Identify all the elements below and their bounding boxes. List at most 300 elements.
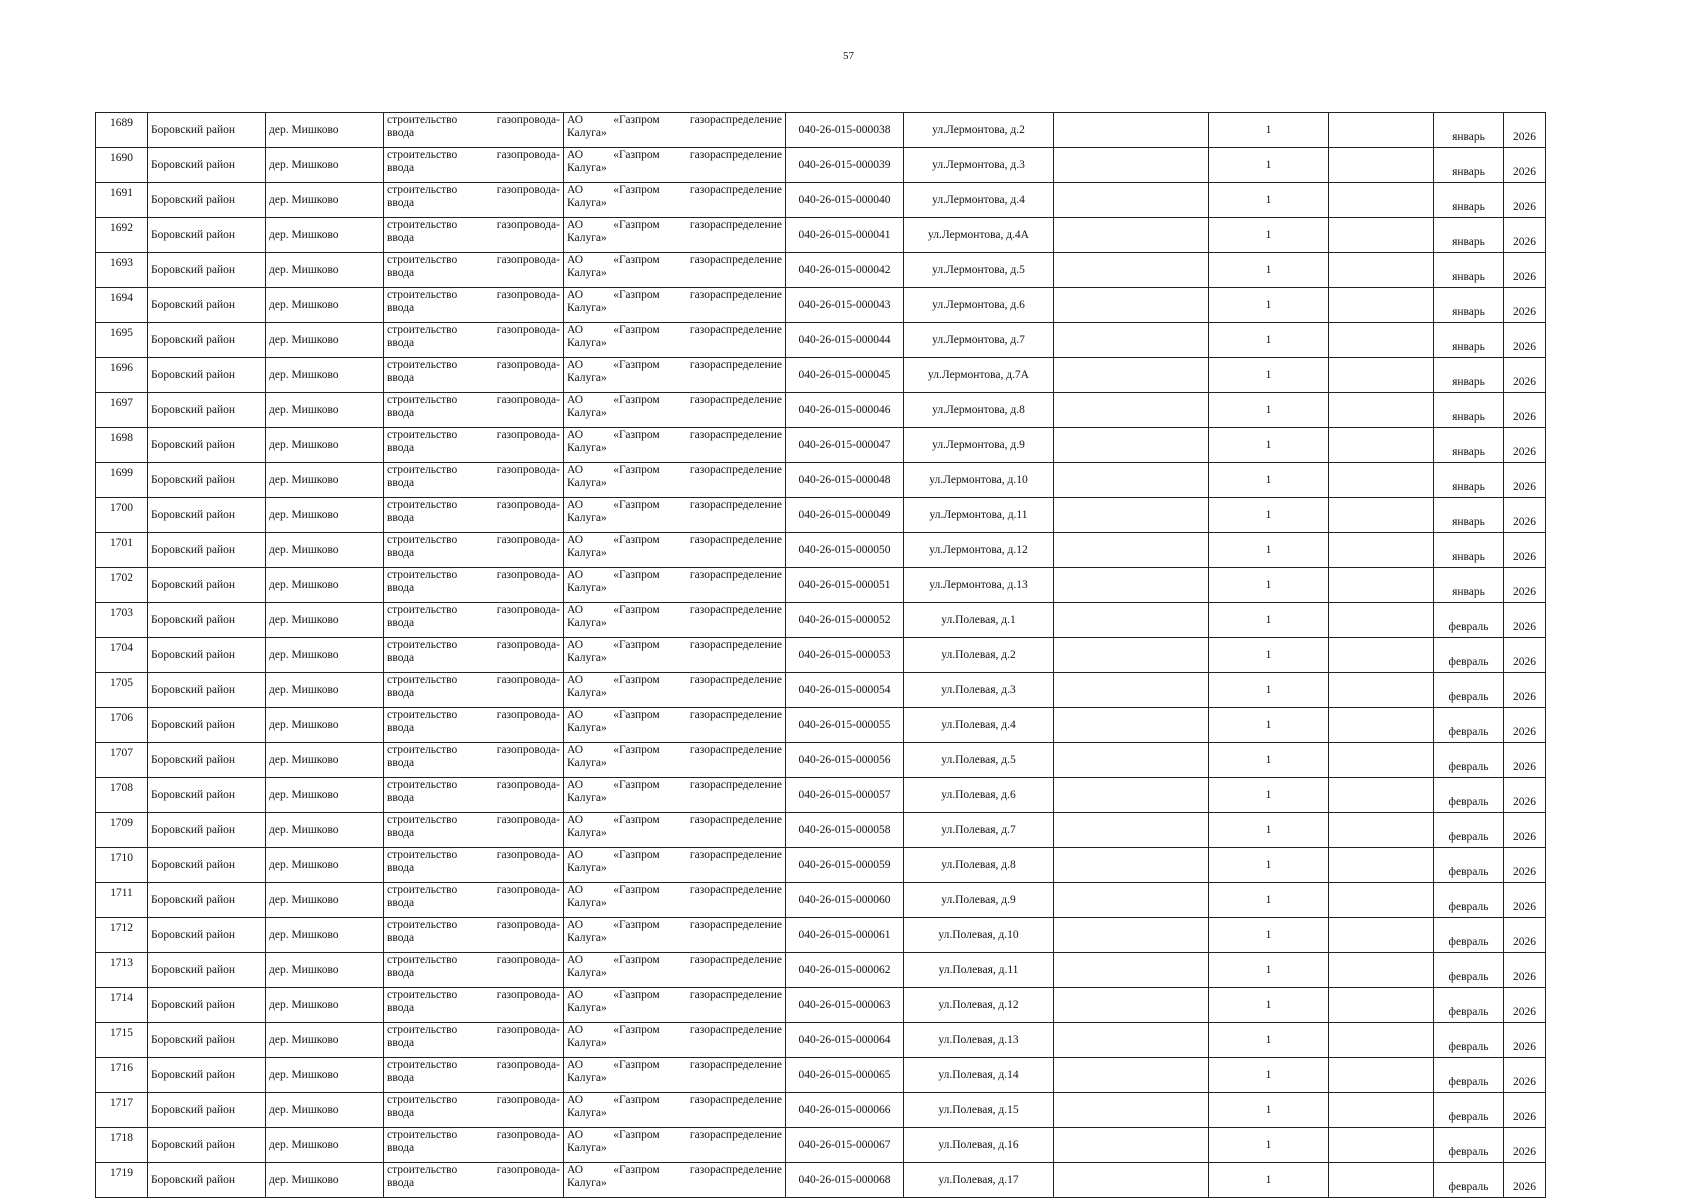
organization-cell <box>564 953 786 988</box>
organization-cell <box>564 1023 786 1058</box>
work-type-line-1 <box>387 499 560 512</box>
address-cell: ул.Полевая, д.7 <box>904 813 1054 848</box>
object-code-cell: 040-26-015-000056 <box>786 743 904 778</box>
work-type-line-1 <box>387 884 560 897</box>
organization-word: Калуга» <box>567 1177 607 1189</box>
work-type-cell <box>384 708 564 743</box>
organization-cell <box>564 848 786 883</box>
address-cell: ул.Лермонтова, д.10 <box>904 463 1054 498</box>
organization-word: «Газпром <box>613 1094 660 1106</box>
row-number-cell: 1697 <box>96 393 148 428</box>
work-type-word: строительство <box>387 1129 458 1141</box>
work-type-word: газопровода- <box>496 989 560 1001</box>
count-cell: 1 <box>1209 218 1329 253</box>
organization-word: газораспределение <box>689 114 782 126</box>
organization-word: Калуга» <box>567 512 607 524</box>
organization-word: газораспределение <box>689 744 782 756</box>
address-cell: ул.Полевая, д.1 <box>904 603 1054 638</box>
organization-word: АО <box>567 149 584 161</box>
organization-word: Калуга» <box>567 932 607 944</box>
row-number-cell: 1714 <box>96 988 148 1023</box>
work-type-line-1 <box>387 464 560 477</box>
work-type-line-1 <box>387 359 560 372</box>
work-type-word: строительство <box>387 149 458 161</box>
empty-cell <box>1329 113 1434 148</box>
work-type-word: строительство <box>387 1164 458 1176</box>
organization-cell <box>564 498 786 533</box>
count-cell: 1 <box>1209 953 1329 988</box>
year-cell: 2026 <box>1504 1058 1546 1093</box>
row-number-cell: 1691 <box>96 183 148 218</box>
table-row <box>96 323 1546 358</box>
organization-line-1 <box>567 779 782 792</box>
month-cell: февраль <box>1434 848 1504 883</box>
work-type-word: газопровода- <box>496 814 560 826</box>
organization-word: «Газпром <box>613 464 660 476</box>
work-type-word: ввода <box>387 127 415 139</box>
work-type-word: ввода <box>387 1107 415 1119</box>
work-type-cell <box>384 778 564 813</box>
table-row <box>96 638 1546 673</box>
empty-cell <box>1054 253 1209 288</box>
organization-word: газораспределение <box>689 359 782 371</box>
organization-word: АО <box>567 744 584 756</box>
organization-word: «Газпром <box>613 149 660 161</box>
work-type-word: строительство <box>387 359 458 371</box>
organization-word: газораспределение <box>689 954 782 966</box>
empty-cell <box>1054 463 1209 498</box>
object-code-cell: 040-26-015-000051 <box>786 568 904 603</box>
organization-word: «Газпром <box>613 1024 660 1036</box>
object-code-cell: 040-26-015-000059 <box>786 848 904 883</box>
year-cell: 2026 <box>1504 1023 1546 1058</box>
row-number-cell: 1695 <box>96 323 148 358</box>
work-type-word: ввода <box>387 687 415 699</box>
work-type-cell <box>384 953 564 988</box>
month-cell: январь <box>1434 428 1504 463</box>
count-cell: 1 <box>1209 323 1329 358</box>
organization-line-1 <box>567 884 782 897</box>
district-cell: Боровский район <box>148 918 266 953</box>
organization-word: газораспределение <box>689 289 782 301</box>
work-type-word: строительство <box>387 884 458 896</box>
empty-cell <box>1329 883 1434 918</box>
organization-line-1 <box>567 149 782 162</box>
empty-cell <box>1054 113 1209 148</box>
work-type-word: ввода <box>387 722 415 734</box>
work-type-word: строительство <box>387 779 458 791</box>
work-type-word: газопровода- <box>496 499 560 511</box>
month-cell: февраль <box>1434 883 1504 918</box>
address-cell: ул.Полевая, д.5 <box>904 743 1054 778</box>
count-cell: 1 <box>1209 708 1329 743</box>
object-code-cell: 040-26-015-000052 <box>786 603 904 638</box>
row-number-cell: 1712 <box>96 918 148 953</box>
organization-line-1 <box>567 254 782 267</box>
month-cell: январь <box>1434 148 1504 183</box>
work-type-cell <box>384 1058 564 1093</box>
table-row <box>96 883 1546 918</box>
district-cell: Боровский район <box>148 883 266 918</box>
organization-word: АО <box>567 394 584 406</box>
work-type-cell <box>384 1023 564 1058</box>
organization-line-1 <box>567 324 782 337</box>
work-type-word: строительство <box>387 1059 458 1071</box>
count-cell: 1 <box>1209 1093 1329 1128</box>
organization-word: АО <box>567 1129 584 1141</box>
work-type-word: газопровода- <box>496 709 560 721</box>
table-row <box>96 428 1546 463</box>
work-type-line-1 <box>387 324 560 337</box>
empty-cell <box>1054 533 1209 568</box>
organization-cell <box>564 708 786 743</box>
object-code-cell: 040-26-015-000067 <box>786 1128 904 1163</box>
empty-cell <box>1329 428 1434 463</box>
count-cell: 1 <box>1209 1128 1329 1163</box>
organization-word: Калуга» <box>567 652 607 664</box>
month-cell: февраль <box>1434 988 1504 1023</box>
district-cell: Боровский район <box>148 953 266 988</box>
object-code-cell: 040-26-015-000053 <box>786 638 904 673</box>
work-type-word: газопровода- <box>496 604 560 616</box>
work-type-word: строительство <box>387 849 458 861</box>
work-type-cell <box>384 1093 564 1128</box>
address-cell: ул.Лермонтова, д.8 <box>904 393 1054 428</box>
empty-cell <box>1329 638 1434 673</box>
organization-word: газораспределение <box>689 219 782 231</box>
count-cell: 1 <box>1209 1023 1329 1058</box>
organization-word: АО <box>567 604 584 616</box>
organization-word: газораспределение <box>689 429 782 441</box>
object-code-cell: 040-26-015-000068 <box>786 1163 904 1198</box>
gasification-schedule-table <box>95 112 1546 1198</box>
month-cell: январь <box>1434 358 1504 393</box>
address-cell: ул.Лермонтова, д.4А <box>904 218 1054 253</box>
village-cell: дер. Мишково <box>266 883 384 918</box>
object-code-cell: 040-26-015-000046 <box>786 393 904 428</box>
empty-cell <box>1054 813 1209 848</box>
work-type-word: газопровода- <box>496 219 560 231</box>
empty-cell <box>1329 358 1434 393</box>
empty-cell <box>1054 218 1209 253</box>
object-code-cell: 040-26-015-000055 <box>786 708 904 743</box>
empty-cell <box>1329 953 1434 988</box>
work-type-word: газопровода- <box>496 289 560 301</box>
work-type-word: ввода <box>387 442 415 454</box>
month-cell: январь <box>1434 288 1504 323</box>
address-cell: ул.Полевая, д.6 <box>904 778 1054 813</box>
address-cell: ул.Лермонтова, д.2 <box>904 113 1054 148</box>
empty-cell <box>1054 568 1209 603</box>
month-cell: февраль <box>1434 1093 1504 1128</box>
work-type-word: ввода <box>387 652 415 664</box>
work-type-cell <box>384 1163 564 1198</box>
month-cell: январь <box>1434 498 1504 533</box>
work-type-cell <box>384 358 564 393</box>
year-cell: 2026 <box>1504 708 1546 743</box>
empty-cell <box>1054 393 1209 428</box>
village-cell: дер. Мишково <box>266 953 384 988</box>
address-cell: ул.Полевая, д.13 <box>904 1023 1054 1058</box>
work-type-word: ввода <box>387 932 415 944</box>
year-cell: 2026 <box>1504 778 1546 813</box>
work-type-cell <box>384 568 564 603</box>
month-cell: февраль <box>1434 1128 1504 1163</box>
organization-word: АО <box>567 254 584 266</box>
empty-cell <box>1054 358 1209 393</box>
count-cell: 1 <box>1209 498 1329 533</box>
village-cell: дер. Мишково <box>266 848 384 883</box>
work-type-word: газопровода- <box>496 114 560 126</box>
work-type-word: газопровода- <box>496 639 560 651</box>
work-type-line-1 <box>387 254 560 267</box>
empty-cell <box>1054 603 1209 638</box>
organization-line-1 <box>567 114 782 127</box>
village-cell: дер. Мишково <box>266 1093 384 1128</box>
organization-word: АО <box>567 499 584 511</box>
work-type-word: строительство <box>387 114 458 126</box>
table-row <box>96 603 1546 638</box>
organization-word: АО <box>567 569 584 581</box>
empty-cell <box>1054 1163 1209 1198</box>
work-type-word: газопровода- <box>496 1164 560 1176</box>
organization-word: «Газпром <box>613 1164 660 1176</box>
row-number-cell: 1715 <box>96 1023 148 1058</box>
work-type-word: газопровода- <box>496 149 560 161</box>
month-cell: февраль <box>1434 1163 1504 1198</box>
village-cell: дер. Мишково <box>266 288 384 323</box>
organization-word: «Газпром <box>613 989 660 1001</box>
village-cell: дер. Мишково <box>266 1163 384 1198</box>
work-type-word: строительство <box>387 919 458 931</box>
work-type-word: строительство <box>387 499 458 511</box>
table-row <box>96 778 1546 813</box>
empty-cell <box>1054 883 1209 918</box>
organization-cell <box>564 428 786 463</box>
work-type-cell <box>384 148 564 183</box>
month-cell: январь <box>1434 183 1504 218</box>
organization-word: «Газпром <box>613 359 660 371</box>
organization-cell <box>564 638 786 673</box>
organization-cell <box>564 1128 786 1163</box>
organization-word: Калуга» <box>567 1037 607 1049</box>
work-type-word: строительство <box>387 989 458 1001</box>
object-code-cell: 040-26-015-000060 <box>786 883 904 918</box>
organization-word: АО <box>567 219 584 231</box>
organization-word: газораспределение <box>689 814 782 826</box>
work-type-line-1 <box>387 219 560 232</box>
row-number-cell: 1698 <box>96 428 148 463</box>
district-cell: Боровский район <box>148 988 266 1023</box>
address-cell: ул.Полевая, д.11 <box>904 953 1054 988</box>
work-type-cell <box>384 323 564 358</box>
village-cell: дер. Мишково <box>266 183 384 218</box>
work-type-cell <box>384 113 564 148</box>
organization-cell <box>564 323 786 358</box>
work-type-word: строительство <box>387 1024 458 1036</box>
empty-cell <box>1054 1093 1209 1128</box>
district-cell: Боровский район <box>148 288 266 323</box>
work-type-line-1 <box>387 779 560 792</box>
empty-cell <box>1054 288 1209 323</box>
work-type-line-1 <box>387 1094 560 1107</box>
table-row <box>96 183 1546 218</box>
organization-word: АО <box>567 1059 584 1071</box>
month-cell: февраль <box>1434 813 1504 848</box>
year-cell: 2026 <box>1504 918 1546 953</box>
organization-cell <box>564 218 786 253</box>
village-cell: дер. Мишково <box>266 673 384 708</box>
organization-cell <box>564 603 786 638</box>
work-type-word: строительство <box>387 639 458 651</box>
village-cell: дер. Мишково <box>266 813 384 848</box>
work-type-cell <box>384 288 564 323</box>
district-cell: Боровский район <box>148 1128 266 1163</box>
work-type-word: ввода <box>387 1002 415 1014</box>
work-type-word: газопровода- <box>496 324 560 336</box>
district-cell: Боровский район <box>148 603 266 638</box>
work-type-word: газопровода- <box>496 884 560 896</box>
organization-line-1 <box>567 849 782 862</box>
empty-cell <box>1054 148 1209 183</box>
object-code-cell: 040-26-015-000050 <box>786 533 904 568</box>
row-number-cell: 1692 <box>96 218 148 253</box>
address-cell: ул.Полевая, д.3 <box>904 673 1054 708</box>
work-type-word: ввода <box>387 267 415 279</box>
address-cell: ул.Полевая, д.4 <box>904 708 1054 743</box>
organization-word: Калуга» <box>567 302 607 314</box>
village-cell: дер. Мишково <box>266 113 384 148</box>
village-cell: дер. Мишково <box>266 253 384 288</box>
organization-cell <box>564 183 786 218</box>
district-cell: Боровский район <box>148 743 266 778</box>
organization-word: АО <box>567 114 584 126</box>
table-row <box>96 1093 1546 1128</box>
empty-cell <box>1054 1023 1209 1058</box>
village-cell: дер. Мишково <box>266 568 384 603</box>
object-code-cell: 040-26-015-000062 <box>786 953 904 988</box>
row-number-cell: 1704 <box>96 638 148 673</box>
village-cell: дер. Мишково <box>266 1023 384 1058</box>
organization-word: АО <box>567 989 584 1001</box>
work-type-line-1 <box>387 394 560 407</box>
village-cell: дер. Мишково <box>266 603 384 638</box>
month-cell: февраль <box>1434 638 1504 673</box>
object-code-cell: 040-26-015-000065 <box>786 1058 904 1093</box>
table-row <box>96 358 1546 393</box>
village-cell: дер. Мишково <box>266 918 384 953</box>
organization-word: газораспределение <box>689 464 782 476</box>
object-code-cell: 040-26-015-000043 <box>786 288 904 323</box>
organization-word: «Газпром <box>613 814 660 826</box>
organization-word: АО <box>567 464 584 476</box>
work-type-line-1 <box>387 114 560 127</box>
empty-cell <box>1329 778 1434 813</box>
organization-word: АО <box>567 184 584 196</box>
month-cell: февраль <box>1434 1023 1504 1058</box>
table-row <box>96 918 1546 953</box>
work-type-word: ввода <box>387 792 415 804</box>
work-type-line-1 <box>387 604 560 617</box>
count-cell: 1 <box>1209 988 1329 1023</box>
organization-word: газораспределение <box>689 849 782 861</box>
count-cell: 1 <box>1209 603 1329 638</box>
month-cell: февраль <box>1434 1058 1504 1093</box>
month-cell: январь <box>1434 323 1504 358</box>
work-type-line-1 <box>387 1059 560 1072</box>
table-row <box>96 218 1546 253</box>
organization-cell <box>564 253 786 288</box>
work-type-cell <box>384 638 564 673</box>
work-type-line-1 <box>387 184 560 197</box>
empty-cell <box>1329 743 1434 778</box>
work-type-line-1 <box>387 709 560 722</box>
address-cell: ул.Полевая, д.8 <box>904 848 1054 883</box>
organization-cell <box>564 393 786 428</box>
address-cell: ул.Лермонтова, д.6 <box>904 288 1054 323</box>
district-cell: Боровский район <box>148 848 266 883</box>
organization-line-1 <box>567 569 782 582</box>
row-number-cell: 1705 <box>96 673 148 708</box>
work-type-word: строительство <box>387 429 458 441</box>
work-type-word: ввода <box>387 197 415 209</box>
organization-word: Калуга» <box>567 372 607 384</box>
count-cell: 1 <box>1209 568 1329 603</box>
row-number-cell: 1710 <box>96 848 148 883</box>
work-type-cell <box>384 1128 564 1163</box>
row-number-cell: 1708 <box>96 778 148 813</box>
organization-word: «Газпром <box>613 219 660 231</box>
month-cell: январь <box>1434 253 1504 288</box>
organization-word: газораспределение <box>689 1094 782 1106</box>
organization-word: АО <box>567 359 584 371</box>
work-type-line-1 <box>387 674 560 687</box>
organization-cell <box>564 463 786 498</box>
work-type-cell <box>384 498 564 533</box>
work-type-word: газопровода- <box>496 954 560 966</box>
work-type-word: ввода <box>387 757 415 769</box>
year-cell: 2026 <box>1504 113 1546 148</box>
work-type-word: ввода <box>387 617 415 629</box>
work-type-cell <box>384 428 564 463</box>
count-cell: 1 <box>1209 778 1329 813</box>
organization-cell <box>564 568 786 603</box>
organization-word: АО <box>567 709 584 721</box>
district-cell: Боровский район <box>148 148 266 183</box>
object-code-cell: 040-26-015-000048 <box>786 463 904 498</box>
organization-word: газораспределение <box>689 324 782 336</box>
organization-line-1 <box>567 989 782 1002</box>
year-cell: 2026 <box>1504 288 1546 323</box>
address-cell: ул.Полевая, д.10 <box>904 918 1054 953</box>
empty-cell <box>1329 673 1434 708</box>
district-cell: Боровский район <box>148 113 266 148</box>
table-row <box>96 953 1546 988</box>
organization-cell <box>564 533 786 568</box>
empty-cell <box>1329 813 1434 848</box>
organization-word: АО <box>567 919 584 931</box>
work-type-word: ввода <box>387 1072 415 1084</box>
row-number-cell: 1713 <box>96 953 148 988</box>
work-type-cell <box>384 848 564 883</box>
year-cell: 2026 <box>1504 1128 1546 1163</box>
organization-word: газораспределение <box>689 1059 782 1071</box>
village-cell: дер. Мишково <box>266 358 384 393</box>
empty-cell <box>1054 638 1209 673</box>
organization-word: газораспределение <box>689 569 782 581</box>
address-cell: ул.Полевая, д.14 <box>904 1058 1054 1093</box>
village-cell: дер. Мишково <box>266 1128 384 1163</box>
